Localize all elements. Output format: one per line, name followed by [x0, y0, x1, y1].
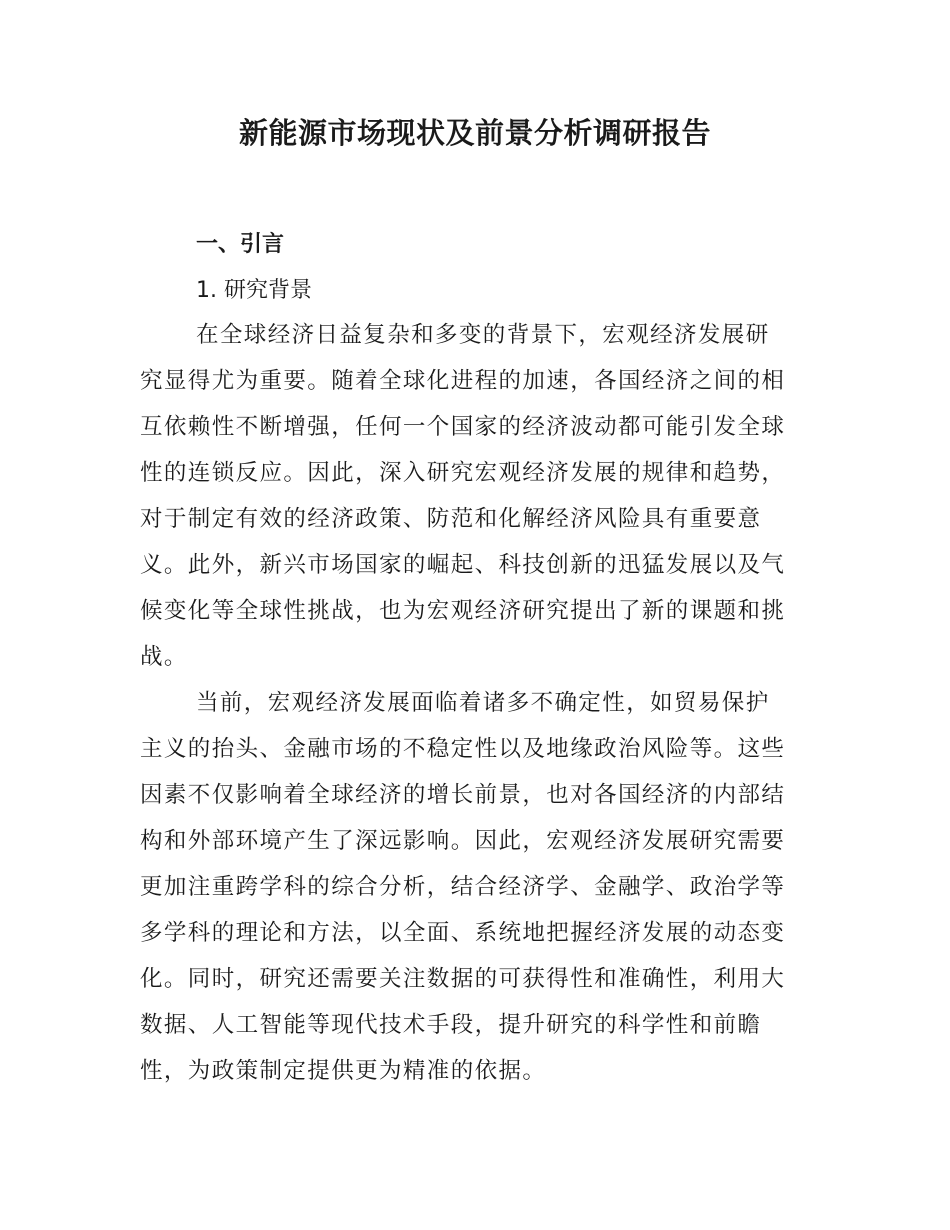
paragraph-line: 究显得尤为重要。随着全球化进程的加速，各国经济之间的相 [140, 368, 786, 394]
paragraph-2 [140, 680, 820, 1094]
paragraph-line: 当前，宏观经济发展面临着诸多不确定性，如贸易保护 [196, 690, 770, 716]
subsection-heading-background: 1. 研究背景 [196, 278, 312, 303]
paragraph-line: 更加注重跨学科的综合分析，结合经济学、金融学、政治学等 [140, 874, 786, 900]
paragraph-line: 互依赖性不断增强，任何一个国家的经济波动都可能引发全球 [140, 414, 786, 440]
paragraph-line: 构和外部环境产生了深远影响。因此，宏观经济发展研究需要 [140, 828, 786, 854]
paragraph-line: 化。同时，研究还需要关注数据的可获得性和准确性，利用大 [140, 966, 786, 992]
paragraph-line: 战。 [140, 644, 188, 670]
paragraph-1 [140, 312, 820, 680]
paragraph-line: 性，为政策制定提供更为精准的依据。 [140, 1058, 547, 1084]
paragraph-line: 数据、人工智能等现代技术手段，提升研究的科学性和前瞻 [140, 1012, 762, 1038]
paragraph-line: 性的连锁反应。因此，深入研究宏观经济发展的规律和趋势， [140, 460, 786, 486]
document-title: 新能源市场现状及前景分析调研报告 [238, 116, 711, 150]
paragraph-line: 对于制定有效的经济政策、防范和化解经济风险具有重要意 [140, 506, 762, 532]
paragraph-line: 主义的抬头、金融市场的不稳定性以及地缘政治风险等。这些 [140, 736, 786, 762]
paragraph-line: 多学科的理论和方法，以全面、系统地把握经济发展的动态变 [140, 920, 786, 946]
paragraph-line: 候变化等全球性挑战，也为宏观经济研究提出了新的课题和挑 [140, 598, 786, 624]
section-heading-introduction: 一、引言 [196, 232, 285, 257]
paragraph-line: 义。此外，新兴市场国家的崛起、科技创新的迅猛发展以及气 [140, 552, 786, 578]
paragraph-line: 在全球经济日益复杂和多变的背景下，宏观经济发展研 [196, 322, 770, 348]
paragraph-line: 因素不仅影响着全球经济的增长前景，也对各国经济的内部结 [140, 782, 786, 808]
